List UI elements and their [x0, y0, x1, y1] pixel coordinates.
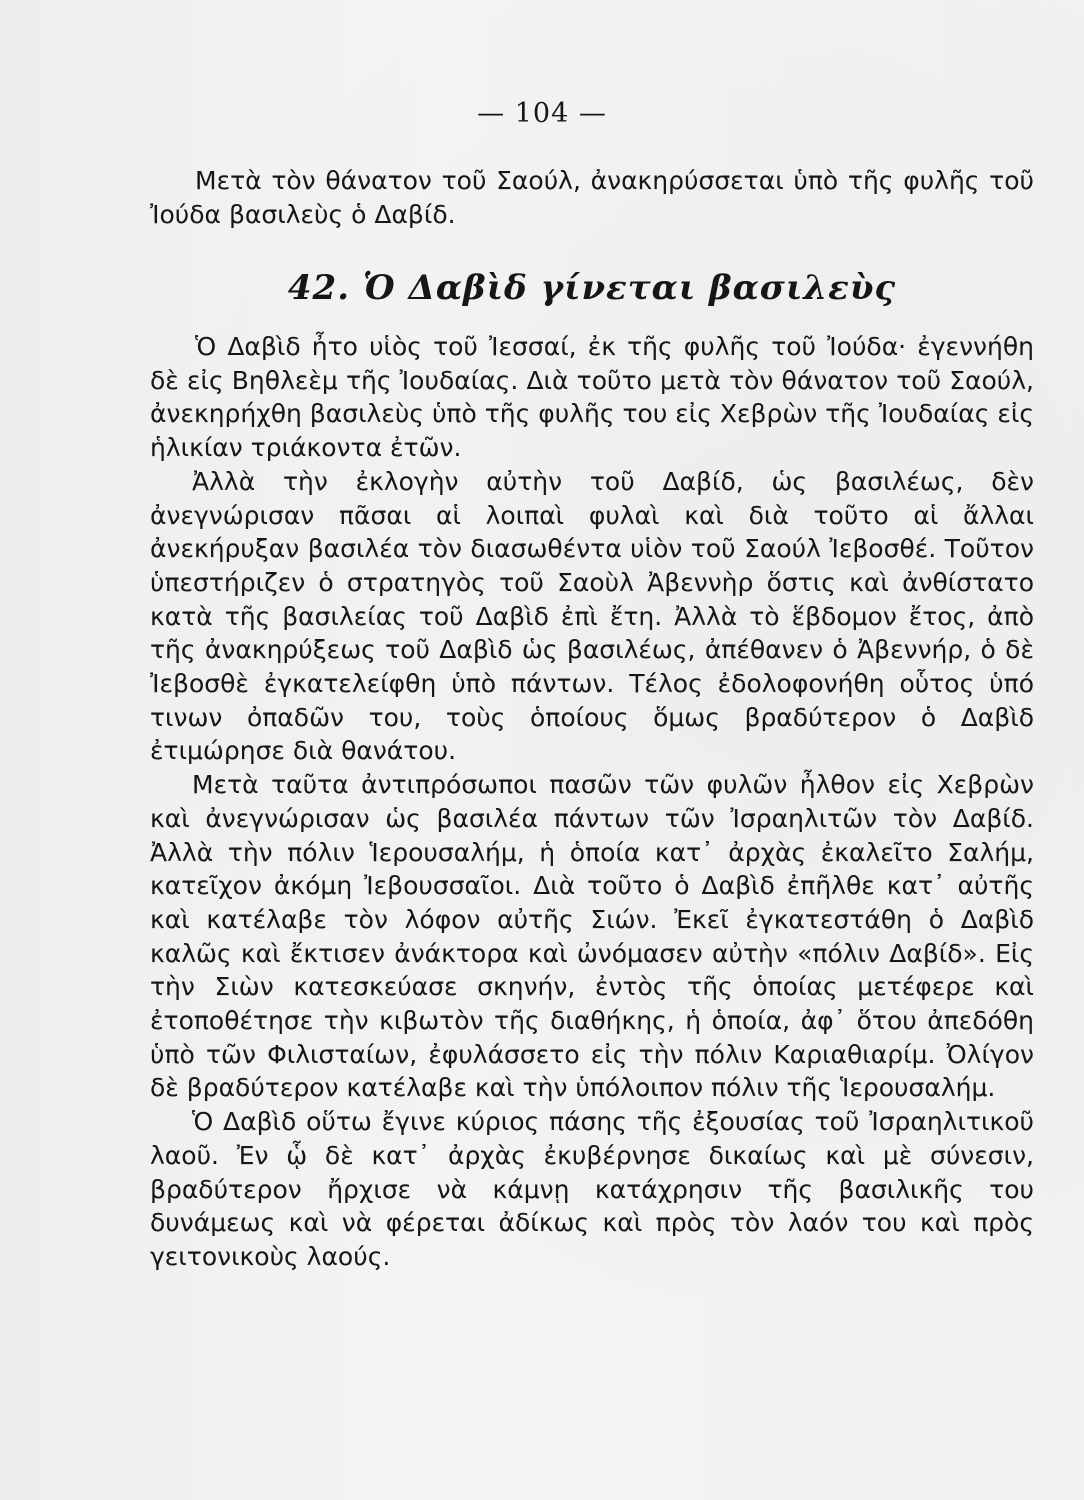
section-body: [150, 330, 1034, 1274]
section-heading: 42. Ὁ Δαβὶδ γίνεται βασιλεὺς: [287, 268, 897, 308]
paragraph-1: Ὁ Δαβὶδ ἦτο υἱὸς τοῦ Ἰεσσαί, ἐκ τῆς φυλῆς τοῦ Ἰούδα· ἐγεννήθη δὲ εἰς Βηθλεὲμ τῆς Ἰουδαίας. Διὰ τοῦτο μετὰ τὸν θάνατον τοῦ Σαούλ, ἀνεκηρήχθη βασιλεὺς ὑπὸ τῆς φυλῆς του εἰς Χεβρὼν τῆς Ἰουδαίας εἰς ἡλικίαν τριάκοντα ἐτῶν.: [150, 332, 1034, 463]
paragraph-3: Μετὰ ταῦτα ἀντιπρόσωποι πασῶν τῶν φυλῶν ἦλθον εἰς Χεβρὼν καὶ ἀνεγνώρισαν ὡς βασιλέα πάντων τῶν Ἰσραηλιτῶν τὸν Δαβίδ. Ἀλλὰ τὴν πόλιν Ἱερουσαλήμ, ἡ ὁποία κατ᾽ ἀρχὰς ἐκαλεῖτο Σαλήμ, κατεῖχον ἀκόμη Ἰεβουσσαῖοι. Διὰ τοῦτο ὁ Δαβὶδ ἐπῆλθε κατ᾽ αὐτῆς καὶ κατέλαβε τὸν λόφον αὐτῆς Σιών. Ἐκεῖ ἐγκατεστάθη ὁ Δαβὶδ καλῶς καὶ ἔκτισεν ἀνάκτορα καὶ ὠνόμασεν αὐτὴν «πόλιν Δαβίδ». Εἰς τὴν Σιὼν κατεσκεύασε σκηνήν, ἐντὸς τῆς ὁποίας μετέφερε καὶ ἐτοποθέτησε τὴν κιβωτὸν τῆς διαθήκης, ἡ ὁποία, ἀφ᾽ ὅτου ἀπεδόθη ὑπὸ τῶν Φιλισταίων, ἐφυλάσσετο εἰς τὴν πόλιν Καριαθιαρίμ. Ὀλίγον δὲ βραδύτερον κατέλαβε καὶ τὴν ὑπόλοιπον πόλιν τῆς Ἱερουσαλήμ.: [150, 770, 1034, 1103]
paragraph-2: Ἀλλὰ τὴν ἐκλογὴν αὐτὴν τοῦ Δαβίδ, ὡς βασιλέως, δὲν ἀνεγνώρισαν πᾶσαι αἱ λοιπαὶ φυλαὶ καὶ διὰ τοῦτο αἱ ἄλλαι ἀνεκήρυξαν βασιλέα τὸν διασωθέντα υἱὸν τοῦ Σαούλ Ἰεβοσθέ. Τοῦτον ὑπεστήριζεν ὁ στρατηγὸς τοῦ Σαοὺλ Ἀβεννὴρ ὅστις καὶ ἀνθίστατο κατὰ τῆς βασιλείας τοῦ Δαβὶδ ἐπὶ ἔτη. Ἀλλὰ τὸ ἕβδομον ἔτος, ἀπὸ τῆς ἀνακηρύξεως τοῦ Δαβὶδ ὡς βασιλέως, ἀπέθανεν ὁ Ἀβεννήρ, ὁ δὲ Ἰεβοσθὲ ἐγκατελείφθη ὑπὸ πάντων. Τέλος ἐδολοφονήθη οὗτος ὑπό τινων ὀπαδῶν του, τοὺς ὁποίους ὅμως βραδύτερον ὁ Δαβὶδ ἐτιμώρησε διὰ θανάτου.: [150, 466, 1034, 766]
page-number: — 104 —: [477, 98, 607, 129]
paragraph-4: Ὁ Δαβὶδ οὕτω ἔγινε κύριος πάσης τῆς ἐξουσίας τοῦ Ἰσραηλιτικοῦ λαοῦ. Ἐν ᾧ δὲ κατ᾽ ἀρχὰς ἐκυβέρνησε δικαίως καὶ μὲ σύνεσιν, βραδύτερον ἤρχισε νὰ κάμνῃ κατάχρησιν τῆς βασιλικῆς του δυνάμεως καὶ νὰ φέρεται ἀδίκως καὶ πρὸς τὸν λαόν του καὶ πρὸς γειτονικοὺς λαούς.: [150, 1107, 1034, 1271]
intro-paragraph: Μετὰ τὸν θάνατον τοῦ Σαούλ, ἀνακηρύσσεται ὑπὸ τῆς φυλῆς τοῦ Ἰούδα βασιλεὺς ὁ Δαβίδ.: [150, 166, 1034, 229]
intro-summary: [150, 164, 1034, 231]
